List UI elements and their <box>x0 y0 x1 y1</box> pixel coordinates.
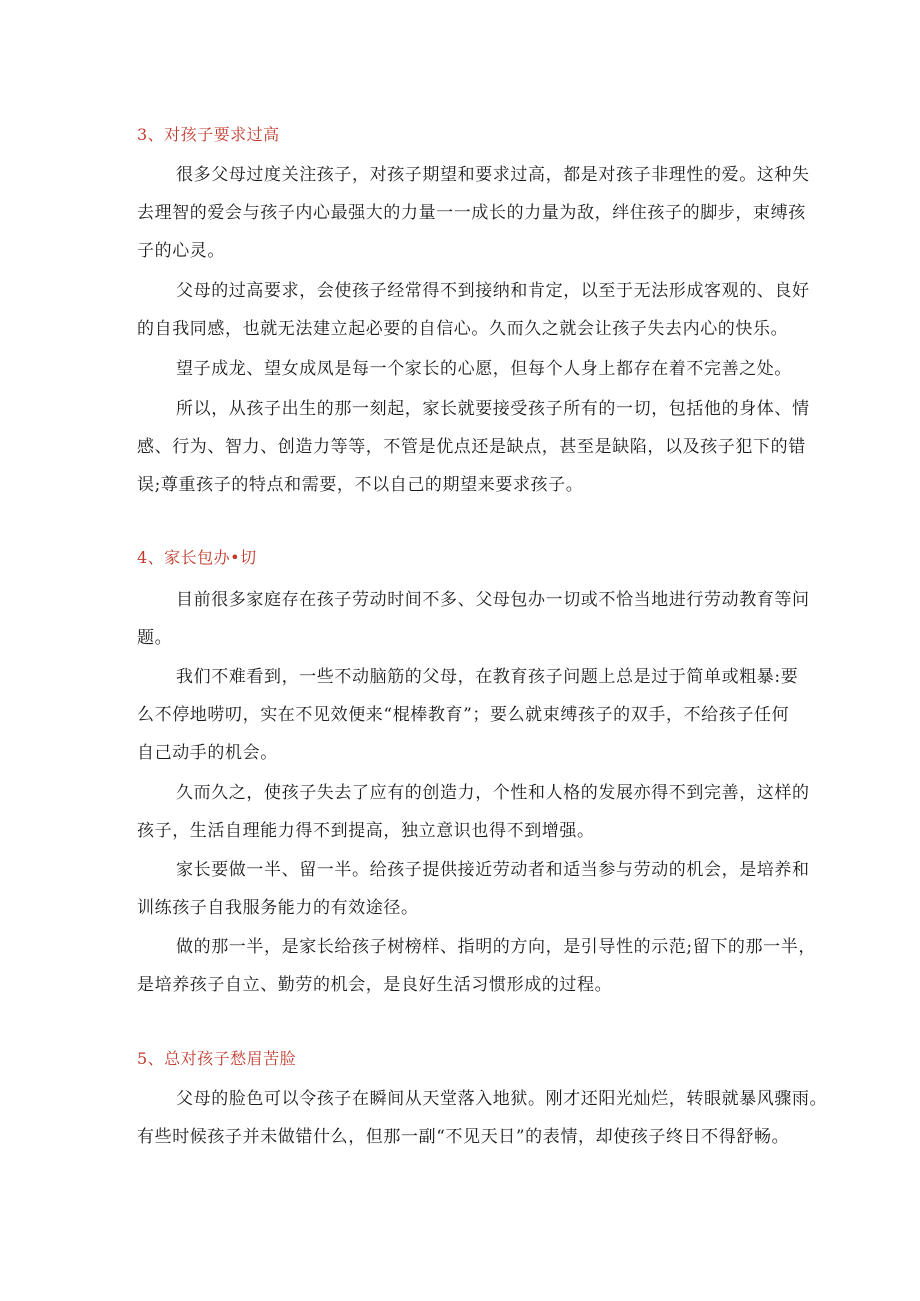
paragraph-line: 望子成龙、望女成凤是每一个家长的心愿，但每个人身上都存在着不完善之处。 <box>176 359 792 379</box>
paragraph-line: 目前很多家庭存在孩子劳动时间不多、父母包办一切或不恰当地进行劳动教育等问 <box>176 590 810 610</box>
paragraph-line: 的自我同感，也就无法建立起必要的自信心。久而久之就会让孩子失去内心的快乐。 <box>137 319 789 339</box>
paragraph-line: 是培养孩子自立、勤劳的机会，是良好生活习惯形成的过程。 <box>137 975 613 995</box>
paragraph-line: 我们不难看到，一些不动脑筋的父母，在教育孩子问题上总是过于简单或粗暴:要 <box>176 667 799 687</box>
paragraph-line: 很多父母过度关注孩子，对孩子期望和要求过高，都是对孩子非理性的爱。这种失 <box>176 165 810 185</box>
paragraph-line: 父母的脸色可以令孩子在瞬间从天堂落入地狱。刚才还阳光灿烂，转眼就暴风骤雨。 <box>176 1089 828 1109</box>
paragraph-line: 家长要做一半、留一半。给孩子提供接近劳动者和适当参与劳动的机会，是培养和 <box>176 860 810 880</box>
section-heading: 5、总对孩子愁眉苦脸 <box>137 1049 297 1068</box>
paragraph-line: 做的那一半，是家长给孩子树榜样、指明的方向，是引导性的示范;留下的那一半， <box>176 937 816 957</box>
paragraph-line: 么不停地唠叨，实在不见效便来“棍棒教育”；要么就束缚孩子的双手，不给孩子任何 <box>137 705 790 725</box>
paragraph-line: 孩子，生活自理能力得不到提高，独立意识也得不到增强。 <box>137 821 595 841</box>
paragraph-line: 题。 <box>137 628 173 648</box>
paragraph-line: 父母的过高要求，会使孩子经常得不到接纳和肯定，以至于无法形成客观的、良好 <box>176 281 810 301</box>
paragraph-line: 去理智的爱会与孩子内心最强大的力量一一成长的力量为敌，绊住孩子的脚步，束缚孩 <box>137 203 806 223</box>
paragraph-line: 有些时候孩子并未做错什么，但那一副“不见天日”的表情，却使孩子终日不得舒畅。 <box>137 1127 790 1147</box>
paragraph-line: 自己动手的机会。 <box>137 743 278 763</box>
section-heading: 4、家长包办•切 <box>137 548 257 567</box>
section-heading: 3、对孩子要求过高 <box>137 125 280 144</box>
paragraph-line: 久而久之，使孩子失去了应有的创造力，个性和人格的发展亦得不到完善，这样的 <box>176 783 810 803</box>
paragraph-line: 所以，从孩子出生的那一刻起，家长就要接受孩子所有的一切，包括他的身体、情 <box>176 399 810 419</box>
paragraph-line: 子的心灵。 <box>137 241 225 261</box>
paragraph-line: 训练孩子自我服务能力的有效途径。 <box>137 898 419 918</box>
paragraph-line: 感、行为、智力、创造力等等，不管是优点还是缺点，甚至是缺陷，以及孩子犯下的错 <box>137 437 806 457</box>
paragraph-line: 误;尊重孩子的特点和需要，不以自己的期望来要求孩子。 <box>137 475 584 495</box>
